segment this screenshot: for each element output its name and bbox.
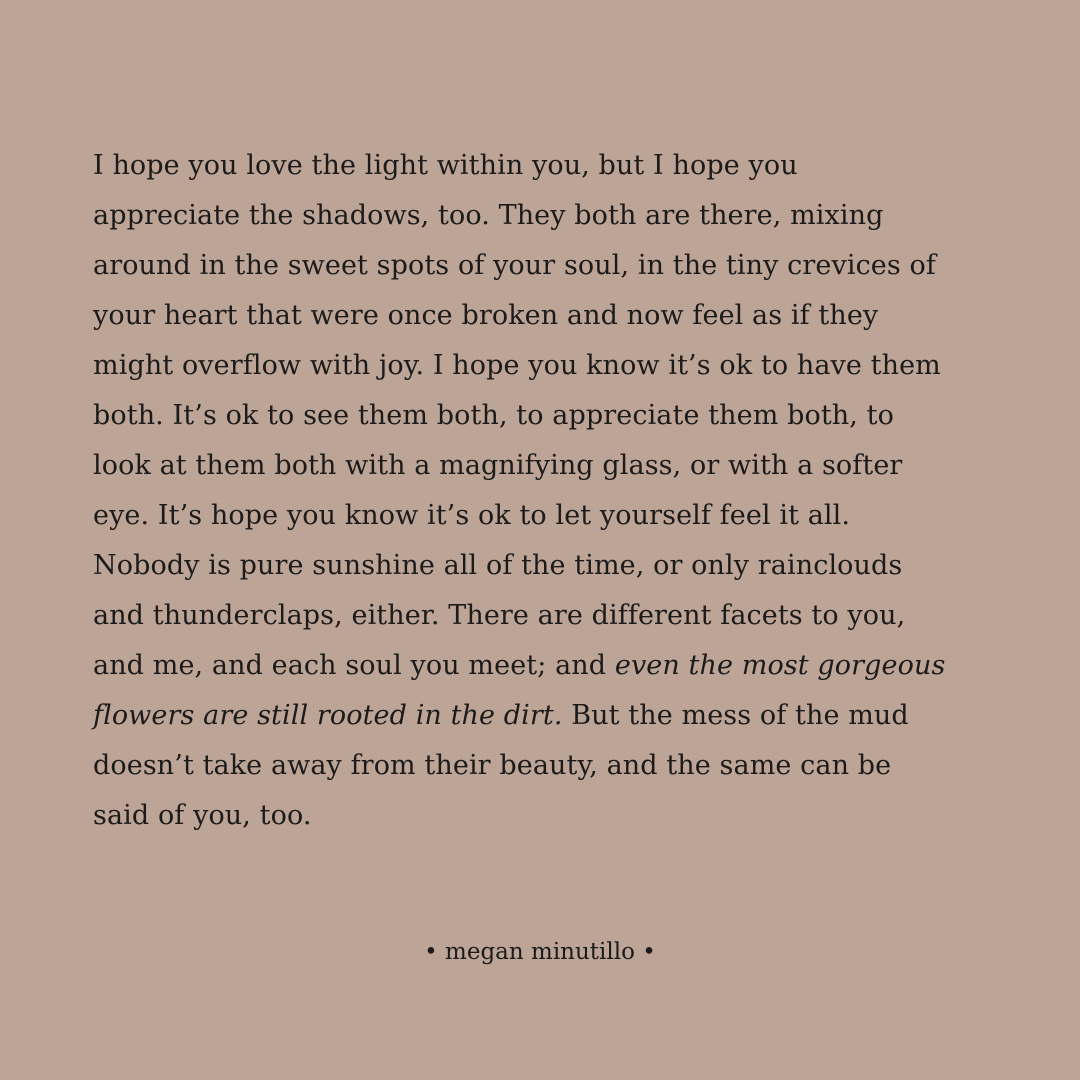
poem-line-12 xyxy=(93,691,993,741)
poem-line-10: and thunderclaps, either. There are different facets to you, xyxy=(93,600,906,631)
poem-line-4: your heart that were once broken and now feel as if they xyxy=(93,300,879,331)
poem-line-2: appreciate the shadows, too. They both are there, mixing xyxy=(93,200,884,231)
poem-line-11 xyxy=(93,641,993,691)
poem-line-11-regular-text: and me, and each soul you meet; and xyxy=(93,650,615,681)
poem-line-9: Nobody is pure sunshine all of the time, or only rainclouds xyxy=(93,550,903,581)
author-signature: • megan minutillo • xyxy=(424,939,656,965)
poem-text xyxy=(93,141,993,841)
poem-line-12-regular-text: But the mess of the mud xyxy=(562,700,909,731)
poem-line-1: I hope you love the light within you, but I hope you xyxy=(93,150,798,181)
poem-line-14: said of you, too. xyxy=(93,800,312,831)
poem-line-6: both. It’s ok to see them both, to appreciate them both, to xyxy=(93,400,894,431)
poem-line-13: doesn’t take away from their beauty, and the same can be xyxy=(93,750,892,781)
poem-line-5: might overflow with joy. I hope you know it’s ok to have them xyxy=(93,350,941,381)
poem-line-12-italic-text: flowers are still rooted in the dirt. xyxy=(93,700,563,731)
poem-line-3: around in the sweet spots of your soul, in the tiny crevices of xyxy=(93,250,936,281)
poem-line-7: look at them both with a magnifying glass, or with a softer xyxy=(93,450,903,481)
poem-line-11-italic-text: even the most gorgeous xyxy=(614,650,946,681)
poem-line-8: eye. It’s hope you know it’s ok to let yourself feel it all. xyxy=(93,500,851,531)
